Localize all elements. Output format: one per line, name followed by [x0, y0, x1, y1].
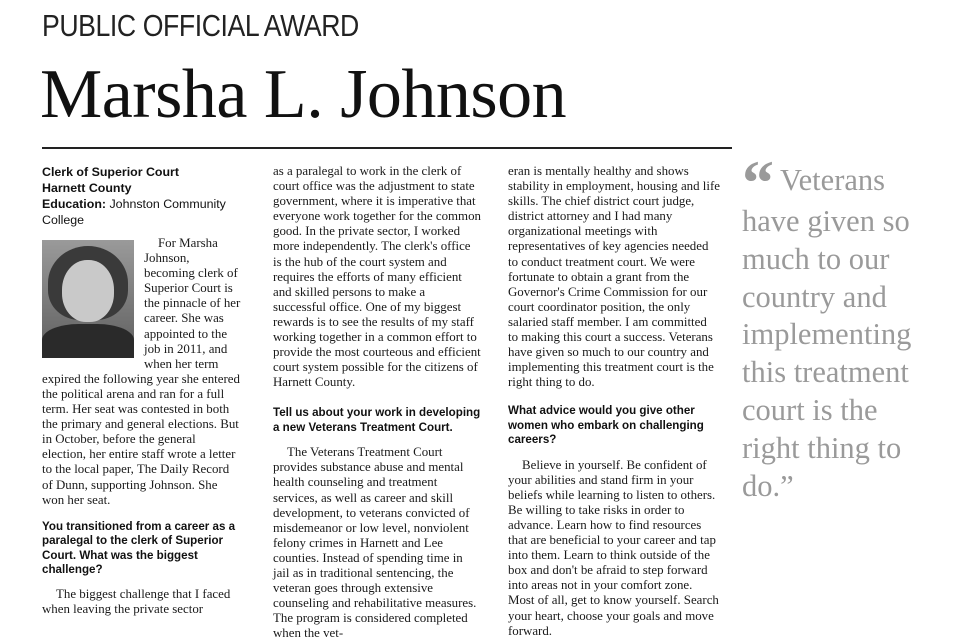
question-3: What advice would you give other women who embark on challenging careers? [508, 404, 704, 447]
column-2 [273, 164, 481, 641]
question-2: Tell us about your work in developing a new Veterans Treatment Court. [273, 406, 481, 434]
bio-education: Education: Johnston Community College [42, 197, 226, 227]
intro-paragraph: For Marsha Johnson, becoming clerk of Superior Court is the pinnacle of her career. She was appointed to the job in 2011, and when her term expired the following year she entered the political arena and ran for a full term. Her seat was contested in both the primary and general elections. But in October, before the general election, her entire staff wrote a letter to the local paper, The Daily Record of Dunn, supporting Johnson. She won her seat. [42, 236, 241, 507]
pull-quote-text: Veterans have given so much to our country and implementing this treatment court is the right thing to do.” [742, 163, 912, 503]
pull-quote [742, 147, 942, 505]
column-1 [42, 164, 242, 618]
answer-3: Believe in yourself. Be confident of your abilities and stand firm in your beliefs while learning to listen to others. Be willing to take risks in order to advance. Learn how to find resources that are beneficial to your career and tap into them. Learn to think outside of the box and don't be afraid to step forward into areas not in your comfort zone. Most of all, get to know yourself. Search your heart, choose your goals and move forward. [508, 457, 719, 638]
bio-block [42, 164, 242, 228]
column-3 [508, 164, 720, 639]
header-divider [42, 147, 732, 149]
headline-name: Marsha L. Johnson [40, 56, 567, 133]
answer-2-start: The Veterans Treatment Court provides substance abuse and mental health counseling and treatment services, as well as career and skill development, to veterans convicted of misdemeanor or low level, nonviolent felony crimes in Harnett and Lee counties. Instead of spending time in jail as in traditional sentencing, the veteran goes through extensive counseling and rehabilitative measures. The program is considered completed when the vet- [273, 445, 477, 641]
quote-mark-icon: “ [742, 147, 768, 218]
answer-2-cont: eran is mentally healthy and shows stability in employment, housing and life skills. The chief district court judge, district attorney and I had many organizational meetings with representatives of key agencies needed to conduct treatment court. We were fortunate to obtain a grant from the Governor's Crime Commission for our court coordinator position, the only salaried staff member. I am committed to making this court a success. Veterans have given so much to our country and implementing this treatment court is the right thing to do. [508, 164, 720, 390]
answer-1-cont: as a paralegal to work in the clerk of court office was the adjustment to state government, where it is imperative that everyone work together for the common good. In the private sector, I worked more independently. The clerk's office is the hub of the court system and requires the efforts of many efficient and skilled persons to make a successful office. One of my biggest rewards is to see the results of my staff working together in a common effort to provide the most courteous and efficient court system possible for the citizens of Harnett County. [273, 164, 481, 390]
section-kicker: PUBLIC OFFICIAL AWARD [42, 8, 359, 43]
answer-1-start: The biggest challenge that I faced when leaving the private sector [42, 587, 231, 617]
bio-county: Harnett County [42, 181, 132, 195]
portrait-photo [42, 240, 134, 358]
bio-title: Clerk of Superior Court [42, 165, 179, 179]
question-1: You transitioned from a career as a paralegal to the clerk of Superior Court. What was the biggest challenge? [42, 519, 236, 576]
